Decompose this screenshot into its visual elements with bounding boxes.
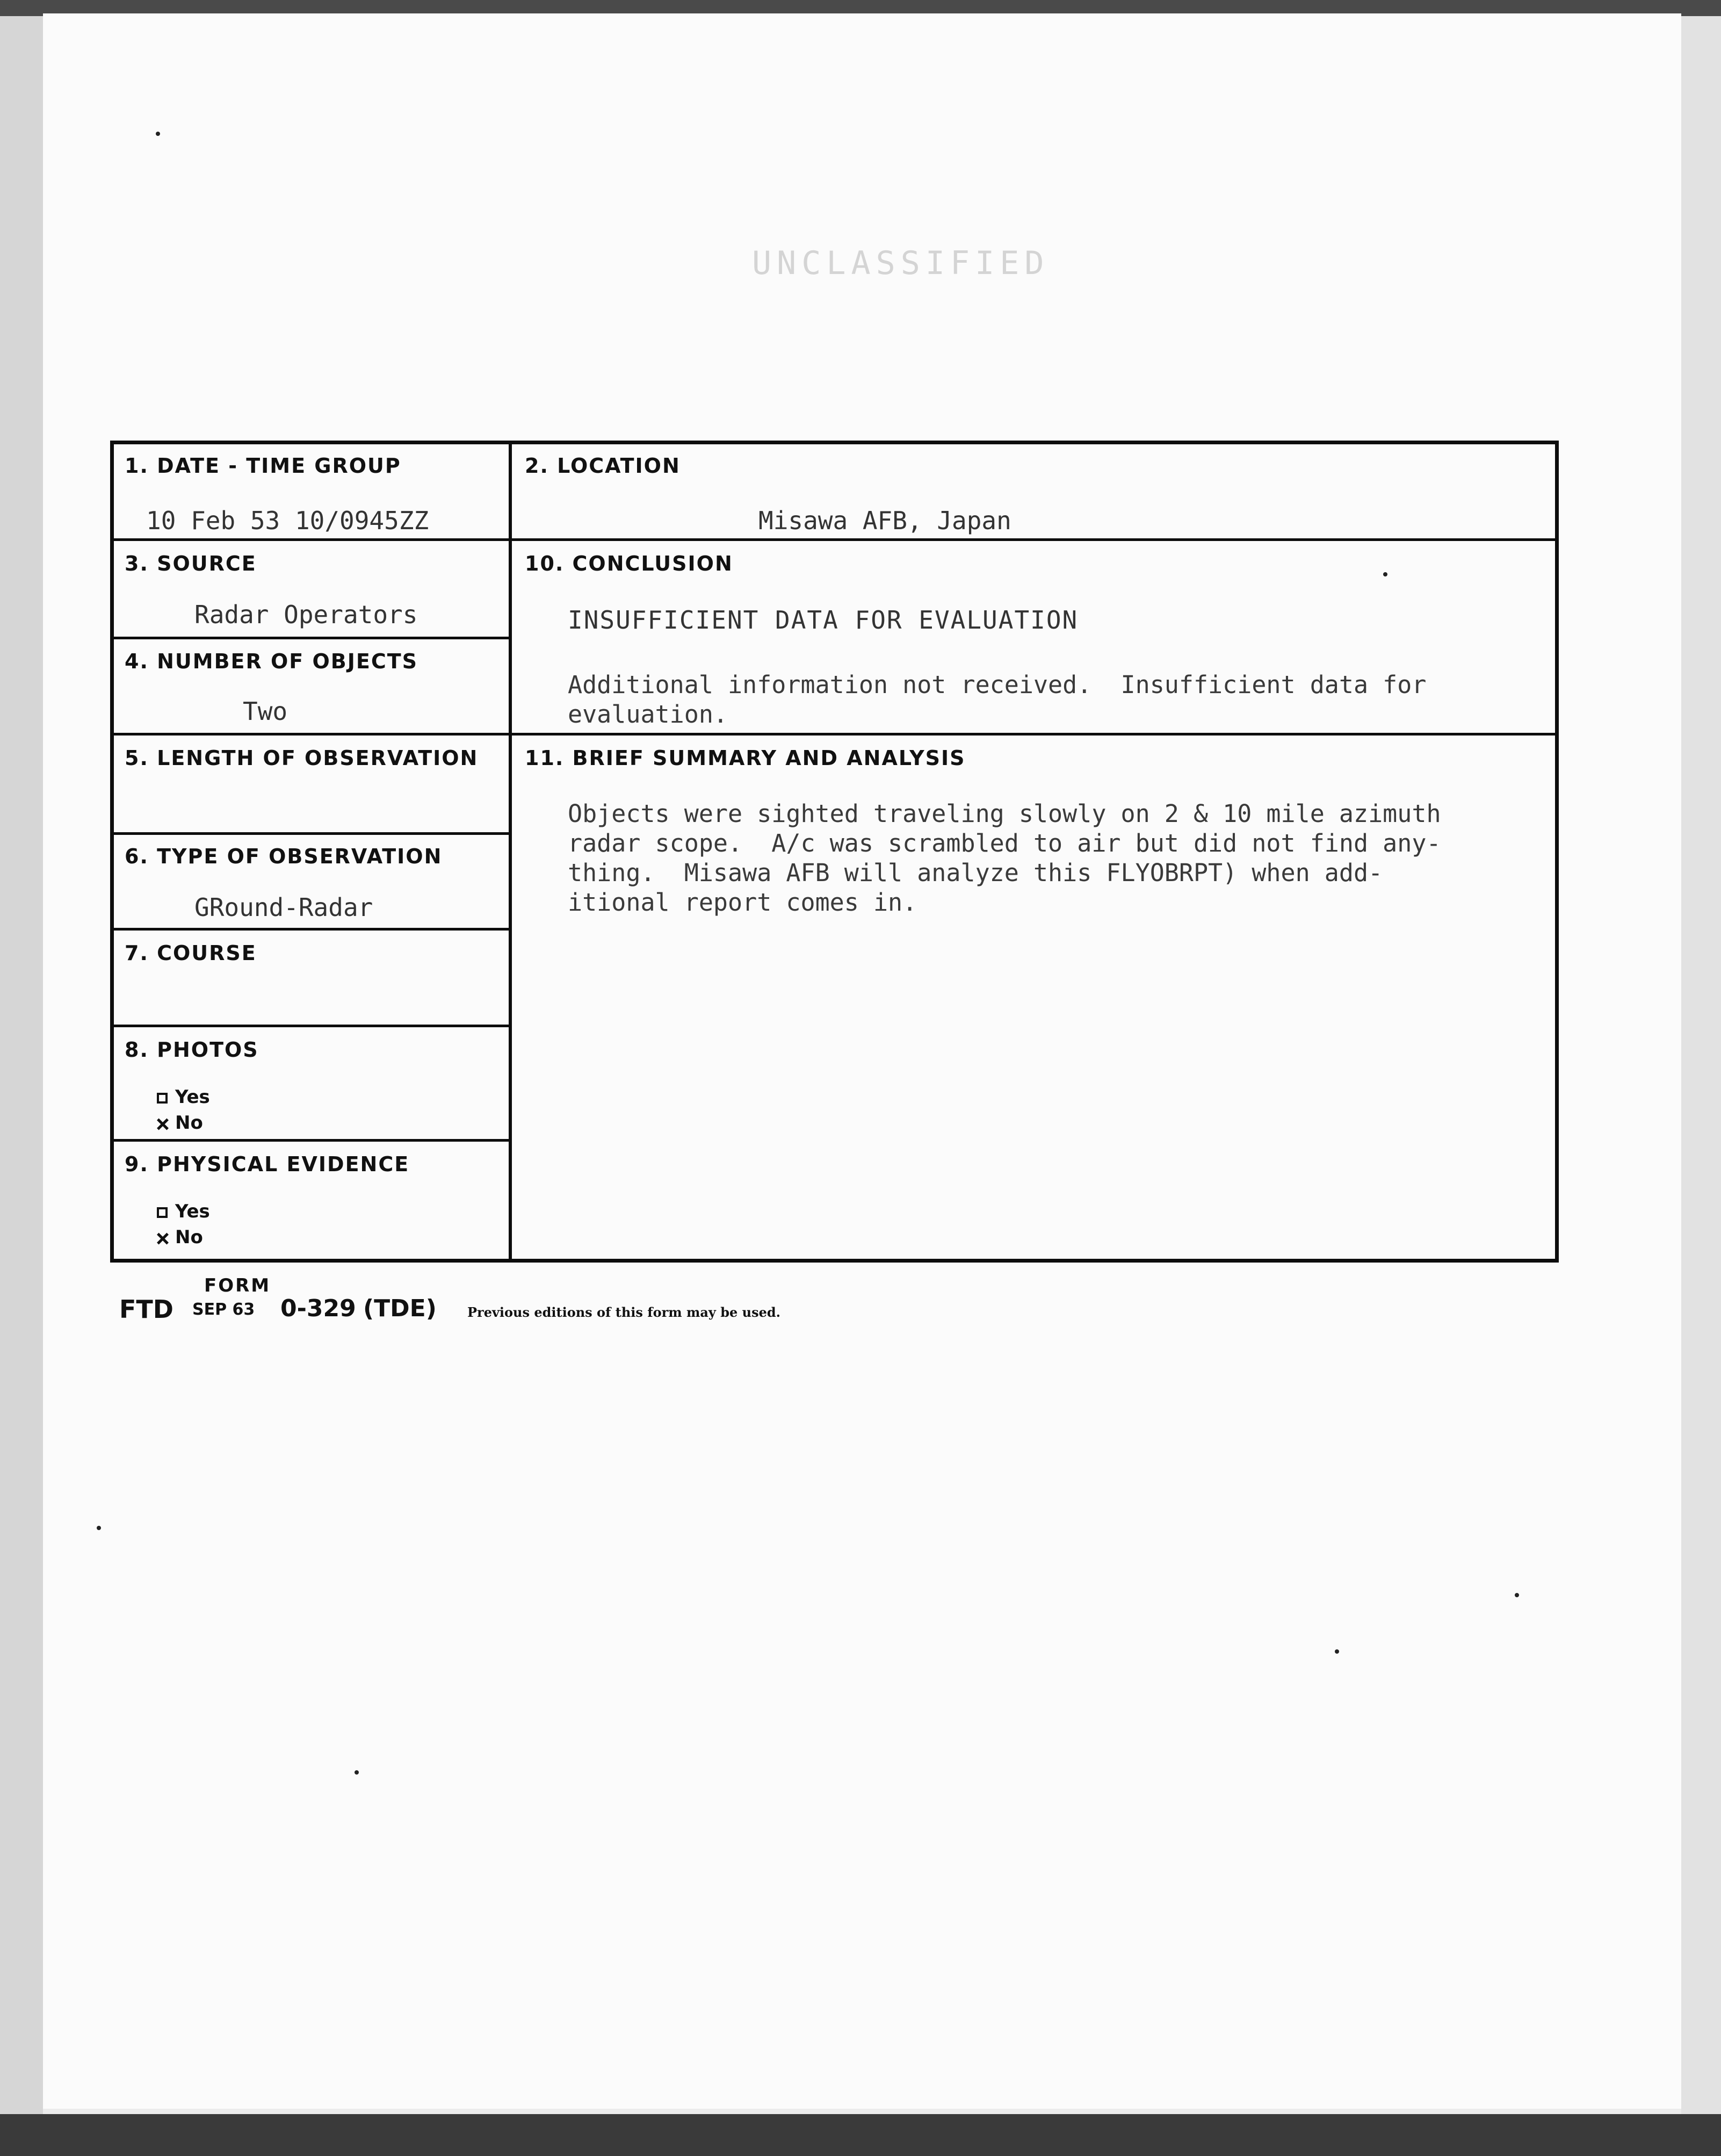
scan-speck [97, 1526, 101, 1530]
checked-box-icon [157, 1119, 168, 1129]
physical-evidence-no-label: No [175, 1227, 203, 1248]
location-label: 2. LOCATION [525, 454, 681, 478]
photos-yes-label: Yes [175, 1086, 210, 1108]
row-divider [114, 928, 509, 931]
conclusion-line: evaluation. [568, 700, 728, 729]
scan-speck [1383, 572, 1387, 576]
scan-border-bottom [0, 2114, 1721, 2156]
number-of-objects-value: Two [243, 697, 288, 726]
bleed-through-header: UNCLASSIFIED [752, 244, 1050, 282]
column-divider [509, 444, 512, 1259]
footer-note: Previous editions of this form may be used. [467, 1304, 780, 1320]
footer-form-word: FORM [204, 1275, 271, 1296]
scan-speck [355, 1770, 359, 1775]
footer-date: SEP 63 [192, 1300, 255, 1319]
scan-border-left [0, 0, 43, 2156]
scan-speck [1335, 1649, 1339, 1654]
photos-no-option [157, 1112, 203, 1134]
row-divider [114, 733, 509, 736]
number-of-objects-label: 4. NUMBER OF OBJECTS [125, 650, 418, 673]
row-divider [512, 733, 1555, 736]
type-of-observation-label: 6. TYPE OF OBSERVATION [125, 845, 443, 868]
footer-form-number: 0-329 [280, 1295, 356, 1322]
photos-label: 8. PHOTOS [125, 1038, 259, 1062]
row-divider [114, 538, 509, 541]
conclusion-line: Additional information not received. Insufficient data for [568, 670, 1427, 699]
summary-line: radar scope. A/c was scrambled to air but did not find any- [568, 829, 1441, 857]
row-divider [114, 1025, 509, 1027]
footer-ftd: FTD [119, 1295, 173, 1324]
length-of-observation-label: 5. LENGTH OF OBSERVATION [125, 746, 479, 770]
summary-line: thing. Misawa AFB will analyze this FLYOBRPT) when add- [568, 859, 1383, 887]
row-divider [114, 832, 509, 835]
row-divider [114, 637, 509, 639]
physical-evidence-no-option [157, 1227, 203, 1248]
conclusion-label: 10. CONCLUSION [525, 552, 733, 575]
footer-code: (TDE) [363, 1295, 437, 1322]
summary-line: Objects were sighted traveling slowly on 2 & 10 mile azimuth [568, 799, 1441, 828]
course-label: 7. COURSE [125, 941, 257, 965]
summary-label: 11. BRIEF SUMMARY AND ANALYSIS [525, 746, 966, 770]
type-of-observation-value: GRound-Radar [194, 893, 373, 922]
physical-evidence-yes-option [157, 1201, 210, 1222]
scan-border-right [1681, 0, 1721, 2156]
source-value: Radar Operators [194, 600, 418, 629]
physical-evidence-label: 9. PHYSICAL EVIDENCE [125, 1152, 410, 1176]
location-value: Misawa AFB, Japan [758, 506, 1011, 535]
source-label: 3. SOURCE [125, 552, 257, 575]
date-time-group-value: 10 Feb 53 10/0945ZZ [146, 506, 429, 535]
conclusion-heading: INSUFFICIENT DATA FOR EVALUATION [568, 605, 1079, 634]
checked-box-icon [157, 1233, 168, 1244]
photos-no-label: No [175, 1112, 203, 1134]
row-divider [114, 1139, 509, 1142]
project-card-form [110, 441, 1559, 1263]
scan-speck [156, 132, 160, 136]
unchecked-box-icon [157, 1207, 168, 1218]
summary-line: itional report comes in. [568, 888, 917, 917]
photos-yes-option [157, 1086, 210, 1108]
date-time-group-label: 1. DATE - TIME GROUP [125, 454, 401, 478]
unchecked-box-icon [157, 1093, 168, 1104]
scan-speck [1515, 1593, 1519, 1597]
row-divider [512, 538, 1555, 541]
physical-evidence-yes-label: Yes [175, 1201, 210, 1222]
